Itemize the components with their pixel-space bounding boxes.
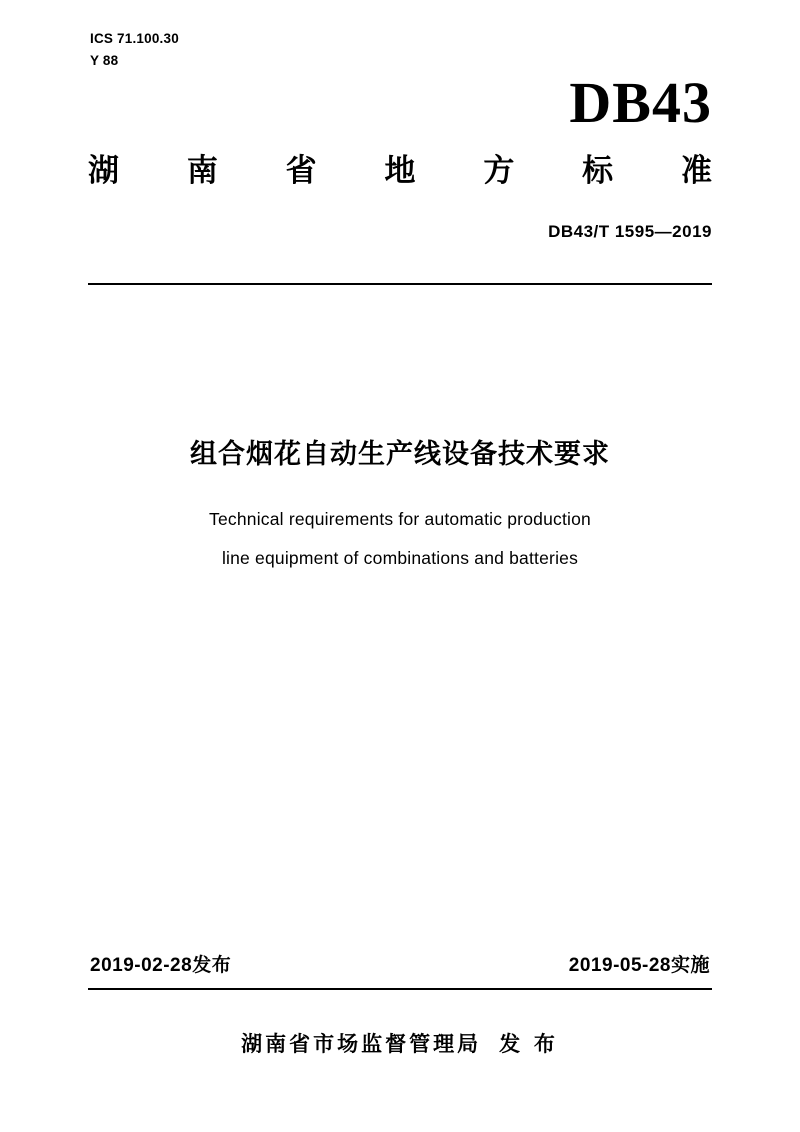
publisher-line bbox=[0, 1028, 800, 1058]
heading-char-5: 方 bbox=[483, 153, 515, 188]
bottom-divider bbox=[88, 988, 712, 990]
top-divider bbox=[88, 283, 712, 285]
heading-char-3: 省 bbox=[285, 153, 317, 188]
heading-char-1: 湖 bbox=[88, 153, 119, 188]
document-title-english bbox=[0, 500, 800, 579]
document-title-chinese: 组合烟花自动生产线设备技术要求 bbox=[190, 439, 610, 469]
standard-mark: DB43 bbox=[569, 70, 712, 135]
heading-char-2: 南 bbox=[186, 153, 218, 188]
issue-date: 2019-02-28发布 bbox=[90, 955, 232, 976]
effective-date: 2019-05-28实施 bbox=[568, 955, 710, 976]
publisher-name: 湖南省市场监督管理局 bbox=[241, 1033, 482, 1056]
heading-char-7: 准 bbox=[680, 153, 712, 188]
publisher-verb: 发 布 bbox=[499, 1033, 559, 1056]
heading-char-4: 地 bbox=[384, 153, 416, 188]
province-standard-heading bbox=[88, 145, 712, 190]
title-english-line-1: Technical requirements for automatic production bbox=[209, 509, 591, 529]
classification-codes bbox=[90, 28, 179, 73]
standard-number: DB43/T 1595—2019 bbox=[548, 222, 712, 241]
heading-char-6: 标 bbox=[582, 153, 614, 188]
classification-code: Y 88 bbox=[90, 53, 119, 69]
title-english-line-2: line equipment of combinations and batteries bbox=[221, 548, 579, 569]
ics-code: ICS 71.100.30 bbox=[90, 31, 179, 46]
date-row bbox=[90, 950, 710, 977]
